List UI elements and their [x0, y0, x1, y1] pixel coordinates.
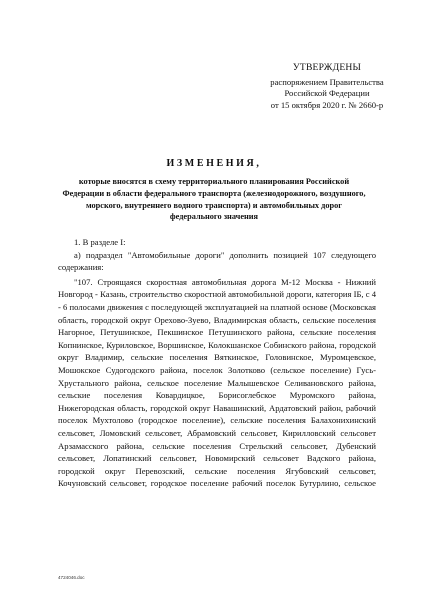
approval-block: [252, 62, 402, 111]
approval-heading: УТВЕРЖДЕНЫ: [292, 62, 362, 73]
approval-line-3: от 15 октября 2020 г. № 2660-р: [270, 99, 384, 110]
document-body: [58, 236, 376, 490]
document-title: ИЗМЕНЕНИЯ,: [166, 158, 262, 169]
approval-line-1: распоряжением Правительства: [270, 77, 384, 88]
section-line: 1. В разделе I:: [74, 237, 126, 247]
approval-line-2: Российской Федерации: [284, 88, 370, 99]
document-file-id: 4724046.doc: [58, 575, 85, 580]
clause-a: а) подраздел "Автомобильные дороги" дополнить позицией 107 следующего содержания:: [58, 249, 376, 273]
document-subtitle: которые вносятся в схему территориального планирования Российской Федерации в области федерального транспорта (железнодорожного, воздушного, морского, внутреннего водного транспорта) и автомобильных дорог федерального значения: [62, 177, 366, 222]
item-107-text: "107. Строящаяся скоростная автомобильная дорога М-12 Москва - Нижний Новгород - Казань, строительство скоростной автомобильной дороги, категория IБ, с 4 - 6 полосами движения с последующей эксплуатацией на платной основе (Московская область, городской округ Орехово-Зуево, Владимирская область, сельские поселения Нагорное, Петушинское, Пекшинское Петушинского района, сельские поселения Копнинское, Куриловское, Воршинское, Колокшанское Собинского района, городской округ Владимир, сельские поселения Вяткинское, Головинское, Муромцевское, Мошокское Судогодского района, поселок Золотково (сельское поселение) Гусь-Хрустального района, сельское поселение Малышевское Селивановского района, сельские поселения Ковардицкое, Борисоглебское Муромского района, Нижегородская область, городской округ Навашинский, Ардатовский район, рабочий поселок Мухтолово (городское поселение), сельские поселения Балахонихинский сельсовет, Ломовский сельсовет, Абрамовский сельсовет, Кирилловский сельсовет Арзамасского района, сельские поселения Стрельский сельсовет, Дубенский сельсовет, Лопатинский сельсовет, Новомирский сельсовет Вадского района, городской округ Перевозский, сельские поселения Ягубовский сельсовет, Кочуновский сельсовет, городское поселение рабочий поселок Бутурлино, сельское: [58, 276, 376, 489]
